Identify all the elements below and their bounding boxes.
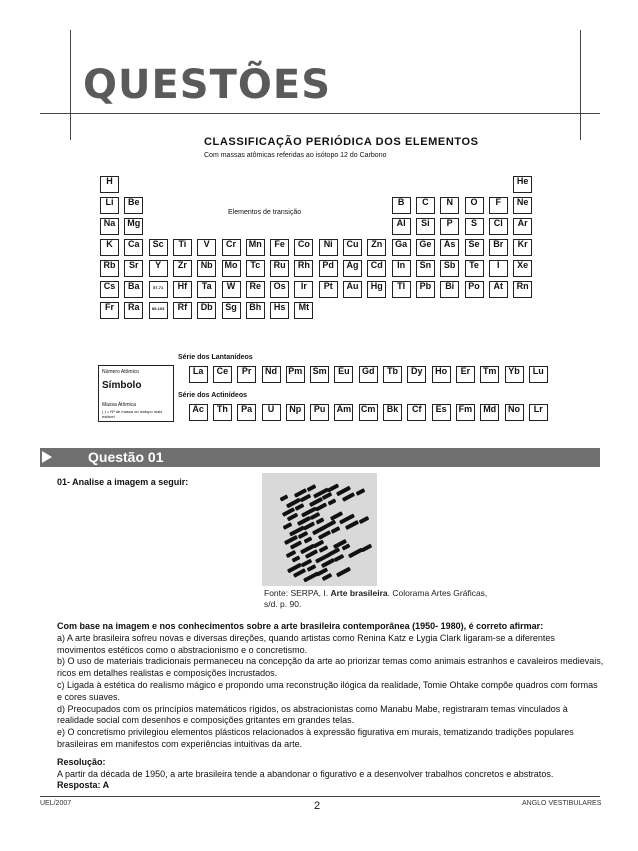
element-cell: [286, 404, 305, 421]
element-symbol: Cm: [360, 404, 376, 414]
caption-prefix: Fonte: SERPA, I.: [264, 588, 331, 598]
left-margin-rule: [70, 30, 71, 140]
element-symbol: Re: [249, 281, 262, 291]
element-symbol: Bi: [445, 281, 455, 291]
element-cell: [440, 239, 459, 256]
resolution-label: Resolução:: [57, 756, 106, 767]
element-cell: [505, 366, 524, 383]
element-cell: [367, 239, 386, 256]
legend-mass-note: ( ) = Nº de massa do isótopo mais estável: [102, 409, 163, 419]
element-symbol: No: [508, 404, 520, 414]
element-cell: [100, 197, 119, 214]
element-symbol: Os: [273, 281, 286, 291]
question-statement: Com base na imagem e nos conhecimentos sobre a arte brasileira contemporânea (1950- 1980), é correto afirmar:: [57, 621, 544, 631]
legend-atomic-number: Número Atômico: [102, 369, 139, 375]
element-symbol: Ge: [419, 239, 432, 249]
element-symbol: Pt: [323, 281, 333, 291]
artwork-stroke: [355, 488, 365, 496]
element-cell: [222, 239, 241, 256]
element-symbol: Bk: [386, 404, 399, 414]
element-cell: [149, 302, 168, 319]
element-symbol: Si: [421, 218, 430, 228]
question-body: [57, 621, 605, 792]
legend-mass: Massa Atômica: [102, 402, 136, 408]
footer-exam-name: UEL/2007: [40, 800, 72, 807]
element-cell: [124, 260, 143, 277]
artwork-stroke: [307, 484, 317, 492]
element-symbol: Y: [155, 260, 162, 270]
periodic-table-subtitle: Com massas atômicas referidas ao isótopo 12 do Carbono: [204, 152, 387, 159]
element-cell: [513, 260, 532, 277]
element-symbol: Mt: [298, 302, 310, 312]
element-symbol: I: [497, 260, 500, 270]
element-cell: [359, 404, 378, 421]
element-cell: [197, 281, 216, 298]
element-symbol: 89-103: [151, 306, 165, 311]
element-symbol: Sn: [419, 260, 432, 270]
element-cell: [505, 404, 524, 421]
element-cell: [246, 239, 265, 256]
element-cell: [270, 260, 289, 277]
element-cell: [319, 239, 338, 256]
element-symbol: Ag: [346, 260, 359, 270]
element-symbol: Cd: [370, 260, 383, 270]
element-cell: [465, 281, 484, 298]
element-symbol: Pu: [313, 404, 326, 414]
artwork-stroke: [280, 494, 289, 501]
element-symbol: Tm: [482, 366, 497, 376]
caption-suffix: . Colorama Artes Gráficas,: [387, 588, 488, 598]
element-symbol: Cu: [346, 239, 359, 249]
element-symbol: Dy: [411, 366, 423, 376]
artwork-stroke: [283, 522, 293, 530]
element-cell: [197, 239, 216, 256]
element-symbol: Tc: [250, 260, 261, 270]
element-cell: [489, 218, 508, 235]
element-symbol: La: [192, 366, 204, 376]
element-symbol: At: [493, 281, 504, 291]
artwork-stroke: [358, 515, 369, 523]
element-symbol: Fe: [274, 239, 285, 249]
element-symbol: Ga: [395, 239, 408, 249]
element-symbol: As: [443, 239, 456, 249]
element-symbol: Ru: [273, 260, 286, 270]
element-cell: [270, 302, 289, 319]
element-cell: [197, 302, 216, 319]
element-symbol: Yb: [508, 366, 520, 376]
element-symbol: Zn: [371, 239, 383, 249]
element-cell: [367, 281, 386, 298]
element-cell: [440, 281, 459, 298]
element-cell: [513, 239, 532, 256]
element-cell: [343, 260, 362, 277]
artwork-stroke: [336, 566, 351, 577]
element-cell: [213, 366, 232, 383]
element-cell: [456, 404, 475, 421]
element-symbol: Sr: [129, 260, 139, 270]
element-cell: [222, 281, 241, 298]
element-symbol: Lr: [533, 404, 543, 414]
element-cell: [270, 239, 289, 256]
resolution-text: A partir da década de 1950, a arte brasileira tende a abandonar o figurativo e a desenvolver trabalhos concretos e abstratos.: [57, 768, 554, 779]
element-symbol: Lu: [532, 366, 544, 376]
element-symbol: Po: [468, 281, 480, 291]
element-cell: [173, 281, 192, 298]
element-symbol: Eu: [338, 366, 350, 376]
element-cell: [173, 302, 192, 319]
element-symbol: Sc: [152, 239, 164, 249]
element-cell: [222, 302, 241, 319]
element-symbol: Ca: [128, 239, 140, 249]
periodic-table-title: CLASSIFICAÇÃO PERIÓDICA DOS ELEMENTOS: [204, 136, 479, 148]
element-cell: [407, 404, 426, 421]
element-symbol: Np: [289, 404, 302, 414]
element-cell: [124, 239, 143, 256]
option-b: b) O uso de materiais tradicionais permaneceu na concepção da arte ao priorizar temas como animais estranhos e cavaleiros medievais, ricos em detalhes realistas e composições incrustados.: [57, 656, 604, 679]
element-symbol: Rh: [297, 260, 310, 270]
element-cell: [465, 218, 484, 235]
element-symbol: He: [516, 176, 529, 186]
element-symbol: S: [470, 218, 477, 228]
element-symbol: Ce: [216, 366, 229, 376]
element-cell: [149, 281, 168, 298]
element-cell: [222, 260, 241, 277]
element-cell: [270, 281, 289, 298]
element-cell: [124, 218, 143, 235]
footer-publisher: ANGLO VESTIBULARES: [522, 800, 602, 807]
artwork-stroke: [303, 536, 312, 543]
element-cell: [286, 366, 305, 383]
element-cell: [465, 239, 484, 256]
element-symbol: Rn: [516, 281, 529, 291]
element-symbol: 57-71: [152, 285, 164, 290]
element-cell: [416, 281, 435, 298]
element-symbol: Bh: [249, 302, 262, 312]
element-cell: [246, 302, 265, 319]
element-cell: [392, 218, 411, 235]
element-symbol: P: [446, 218, 453, 228]
element-symbol: Db: [200, 302, 213, 312]
element-symbol: Mg: [127, 218, 141, 228]
element-cell: [189, 404, 208, 421]
element-symbol: Br: [493, 239, 504, 249]
element-symbol: Nd: [265, 366, 277, 376]
element-cell: [237, 366, 256, 383]
element-symbol: Ba: [128, 281, 140, 291]
legend-symbol: Símbolo: [102, 380, 142, 391]
element-cell: [343, 239, 362, 256]
element-symbol: Er: [460, 366, 471, 376]
element-symbol: O: [470, 197, 478, 207]
element-cell: [262, 404, 281, 421]
element-cell: [100, 218, 119, 235]
element-cell: [197, 260, 216, 277]
element-symbol: Tl: [397, 281, 406, 291]
element-cell: [100, 239, 119, 256]
element-cell: [149, 260, 168, 277]
artwork-stroke: [322, 573, 333, 581]
artwork-stroke: [316, 517, 325, 524]
answer: Resposta: A: [57, 780, 110, 791]
element-symbol: Ir: [300, 281, 307, 291]
element-symbol: Pa: [241, 404, 253, 414]
actinides-label: Série dos Actinídeos: [178, 392, 247, 399]
element-cell: [529, 366, 548, 383]
element-symbol: Kr: [517, 239, 528, 249]
element-cell: [465, 197, 484, 214]
element-symbol: Mo: [224, 260, 238, 270]
element-cell: [100, 281, 119, 298]
element-cell: [513, 218, 532, 235]
element-cell: [173, 239, 192, 256]
element-symbol: Co: [297, 239, 310, 249]
element-symbol: Gd: [361, 366, 375, 376]
question-intro: 01- Analise a imagem a seguir:: [57, 477, 189, 487]
element-cell: [489, 281, 508, 298]
element-cell: [440, 197, 459, 214]
element-symbol: Fm: [458, 404, 473, 414]
element-symbol: Sg: [225, 302, 237, 312]
element-symbol: Sb: [443, 260, 456, 270]
artwork-stroke: [341, 544, 350, 551]
option-d: d) Preocupados com os princípios matemáticos rígidos, os abstracionistas como Manabu Mabe, registraram temas vinculados à realidade social com desenhos e composições gritantes em grandes telas.: [57, 703, 568, 726]
element-cell: [246, 281, 265, 298]
artwork-stroke: [331, 526, 341, 534]
element-cell: [334, 366, 353, 383]
question-header-bar: [40, 448, 600, 467]
page-number: 2: [314, 800, 321, 812]
element-symbol: Ta: [201, 281, 212, 291]
lanthanides-label: Série dos Lantanídeos: [178, 354, 253, 361]
artwork-stroke: [361, 543, 373, 552]
element-cell: [513, 197, 532, 214]
element-symbol: U: [267, 404, 275, 414]
artwork-stroke: [328, 498, 337, 505]
caption-title: Arte brasileira: [330, 588, 388, 598]
option-a: a) A arte brasileira sofreu novas e diversas direções, quando artistas como Renina Katz e Lygia Clark ligaram-se a diferentes movimentos estéticos como o abstracionismo e o concretismo.: [57, 632, 555, 655]
element-symbol: F: [495, 197, 502, 207]
transition-label: Elementos de transição: [228, 209, 302, 216]
element-cell: [343, 281, 362, 298]
element-symbol: Md: [483, 404, 497, 414]
element-cell: [149, 239, 168, 256]
artwork-stroke: [342, 492, 355, 502]
element-cell: [383, 366, 402, 383]
element-symbol: Zr: [177, 260, 187, 270]
element-cell: [246, 260, 265, 277]
element-cell: [392, 260, 411, 277]
element-cell: [416, 239, 435, 256]
page-title: QUESTÕES: [83, 62, 332, 108]
element-cell: [237, 404, 256, 421]
header-underline: [40, 113, 600, 114]
element-cell: [334, 404, 353, 421]
element-symbol: K: [106, 239, 113, 249]
element-cell: [489, 260, 508, 277]
element-cell: [189, 366, 208, 383]
element-cell: [456, 366, 475, 383]
element-symbol: Am: [336, 404, 352, 414]
element-cell: [432, 404, 451, 421]
artwork-stroke: [334, 553, 345, 561]
element-cell: [480, 404, 499, 421]
element-symbol: Sm: [312, 366, 327, 376]
element-symbol: Nb: [200, 260, 213, 270]
element-symbol: Ti: [178, 239, 187, 249]
element-symbol: In: [397, 260, 406, 270]
element-cell: [310, 404, 329, 421]
element-symbol: W: [226, 281, 236, 291]
element-cell: [529, 404, 548, 421]
element-cell: [294, 260, 313, 277]
element-symbol: Th: [216, 404, 228, 414]
element-cell: [294, 281, 313, 298]
element-symbol: V: [203, 239, 210, 249]
arrow-right-icon: [42, 451, 52, 463]
element-symbol: Tb: [387, 366, 398, 376]
element-cell: [262, 366, 281, 383]
question-label: Questão 01: [88, 449, 164, 465]
element-cell: [407, 366, 426, 383]
element-symbol: H: [106, 176, 113, 186]
element-cell: [465, 260, 484, 277]
element-cell: [513, 281, 532, 298]
element-symbol: Ra: [128, 302, 140, 312]
periodic-table-legend: [98, 365, 174, 422]
element-cell: [294, 239, 313, 256]
element-cell: [416, 218, 435, 235]
element-cell: [319, 281, 338, 298]
artwork-stroke: [306, 564, 316, 572]
element-symbol: Xe: [517, 260, 529, 270]
element-symbol: Cr: [225, 239, 236, 249]
right-margin-rule: [580, 30, 581, 140]
element-cell: [319, 260, 338, 277]
option-e: e) O concretismo privilegiou elementos plásticos relacionados à expressão figurativa em murais, tematizando tradições populares brasileiras em manifestos com experiências intuitivas da arte.: [57, 727, 574, 749]
artwork-caption: [264, 588, 487, 610]
element-symbol: Cl: [493, 218, 503, 228]
element-cell: [416, 197, 435, 214]
element-cell: [383, 404, 402, 421]
element-symbol: Ni: [323, 239, 333, 249]
abstract-artwork-image: [262, 473, 377, 586]
element-cell: [124, 281, 143, 298]
element-symbol: Hf: [177, 281, 188, 291]
element-cell: [440, 260, 459, 277]
element-cell: [440, 218, 459, 235]
element-symbol: Pm: [288, 366, 303, 376]
element-symbol: Ho: [435, 366, 448, 376]
element-cell: [392, 281, 411, 298]
element-cell: [480, 366, 499, 383]
element-symbol: Ar: [517, 218, 528, 228]
element-symbol: Hs: [273, 302, 286, 312]
element-symbol: Ac: [192, 404, 204, 414]
element-symbol: Cs: [103, 281, 116, 291]
element-cell: [310, 366, 329, 383]
element-cell: [416, 260, 435, 277]
element-symbol: Hg: [370, 281, 383, 291]
element-cell: [173, 260, 192, 277]
element-symbol: Fr: [105, 302, 114, 312]
element-cell: [124, 197, 143, 214]
element-cell: [489, 239, 508, 256]
option-c: c) Ligada à estética do realismo mágico e propondo uma reconstrução ilógica da realidade, Tomie Ohtake compõe quadros com formas e cores suaves.: [57, 679, 598, 702]
element-cell: [100, 260, 119, 277]
element-cell: [367, 260, 386, 277]
element-cell: [294, 302, 313, 319]
element-cell: [359, 366, 378, 383]
element-symbol: Pr: [241, 366, 252, 376]
element-symbol: C: [422, 197, 429, 207]
element-symbol: Au: [346, 281, 359, 291]
element-symbol: Ne: [516, 197, 529, 207]
element-symbol: Pd: [322, 260, 334, 270]
element-symbol: Rf: [177, 302, 188, 312]
periodic-table-figure: [96, 130, 548, 430]
element-cell: [124, 302, 143, 319]
element-cell: [489, 197, 508, 214]
element-symbol: Rb: [103, 260, 116, 270]
element-symbol: Be: [128, 197, 140, 207]
element-symbol: Cf: [412, 404, 422, 414]
artwork-stroke: [291, 555, 300, 562]
element-symbol: Pb: [419, 281, 432, 291]
element-symbol: Li: [105, 197, 114, 207]
element-cell: [213, 404, 232, 421]
element-cell: [432, 366, 451, 383]
element-symbol: Te: [469, 260, 479, 270]
artwork-stroke: [319, 545, 329, 553]
element-symbol: B: [397, 197, 405, 207]
element-symbol: Es: [435, 404, 447, 414]
element-cell: [513, 176, 532, 193]
caption-line2: s/d. p. 90.: [264, 599, 302, 609]
element-symbol: Se: [468, 239, 480, 249]
element-cell: [100, 302, 119, 319]
element-symbol: Mn: [248, 239, 262, 249]
element-symbol: Na: [103, 218, 116, 228]
element-symbol: N: [446, 197, 453, 207]
footer-rule: [40, 796, 600, 797]
element-symbol: Al: [396, 218, 406, 228]
element-cell: [392, 197, 411, 214]
element-cell: [392, 239, 411, 256]
element-cell: [100, 176, 119, 193]
